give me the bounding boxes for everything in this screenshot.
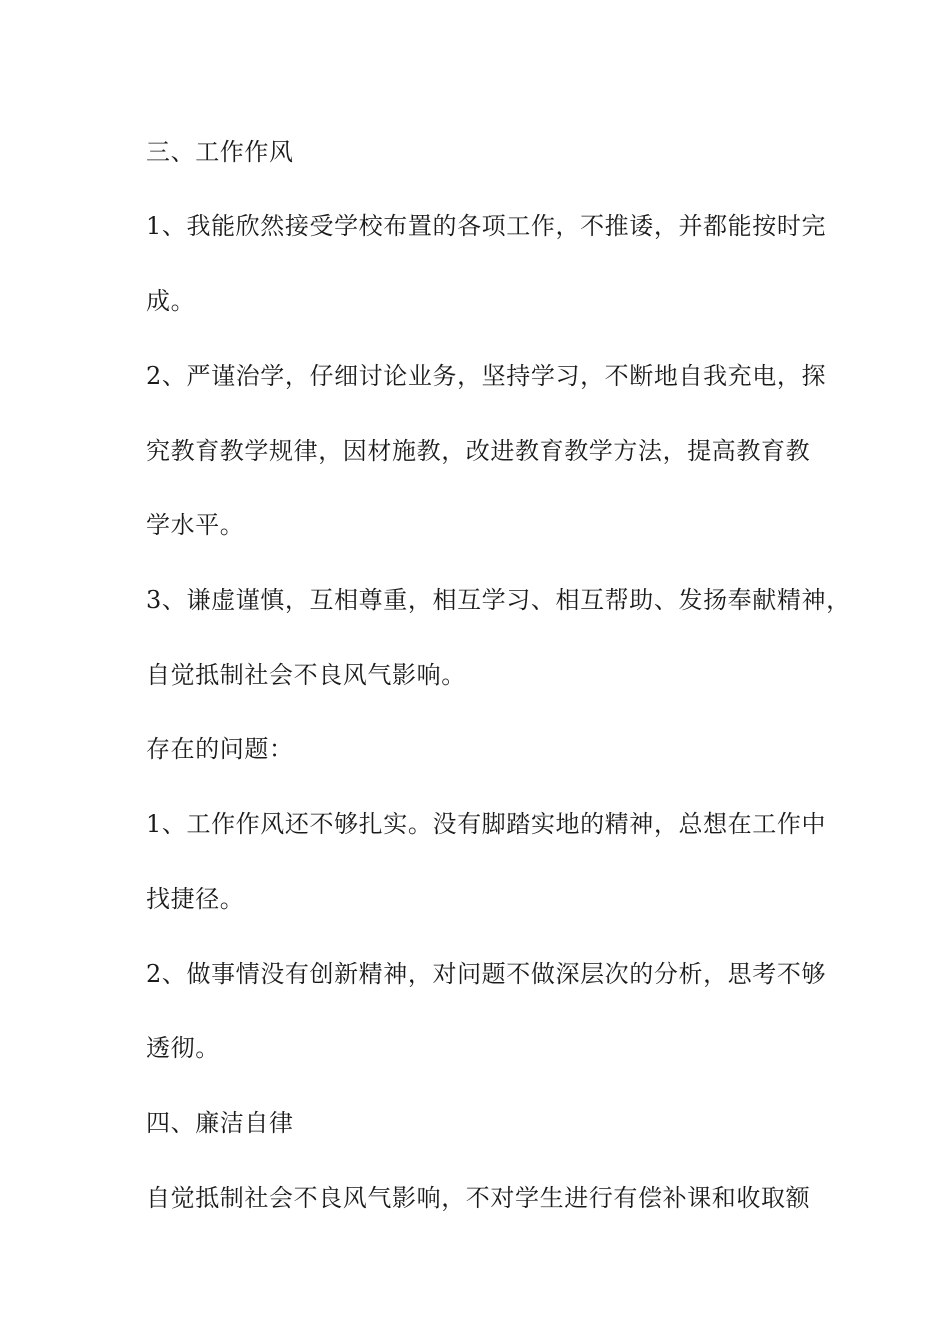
paragraph-line: 究教育教学规律，因材施教，改进教育教学方法，提高教育教: [146, 437, 811, 465]
paragraph-line: 自觉抵制社会不良风气影响。: [146, 661, 466, 689]
paragraph-line: 成。: [146, 287, 196, 315]
paragraph-line: 3、谦虚谨慎，互相尊重，相互学习、相互帮助、发扬奉献精神，: [146, 586, 851, 614]
paragraph-line: 1、工作作风还不够扎实。没有脚踏实地的精神，总想在工作中: [146, 810, 827, 838]
section-heading-integrity: 四、廉洁自律: [146, 1109, 294, 1137]
paragraph-line: 透彻。: [146, 1034, 220, 1062]
paragraph-line: 2、做事情没有创新精神，对问题不做深层次的分析，思考不够: [146, 960, 827, 988]
paragraph-line: 1、我能欣然接受学校布置的各项工作，不推诿，并都能按时完: [146, 212, 827, 240]
paragraph-line: 自觉抵制社会不良风气影响，不对学生进行有偿补课和收取额: [146, 1184, 811, 1212]
paragraph-line: 找捷径。: [146, 885, 245, 913]
paragraph-line: 学水平。: [146, 511, 245, 539]
paragraph-line: 2、严谨治学，仔细讨论业务，坚持学习，不断地自我充电，探: [146, 362, 827, 390]
subheading-problems: 存在的问题：: [146, 735, 294, 763]
section-heading-work-style: 三、工作作风: [146, 138, 294, 166]
